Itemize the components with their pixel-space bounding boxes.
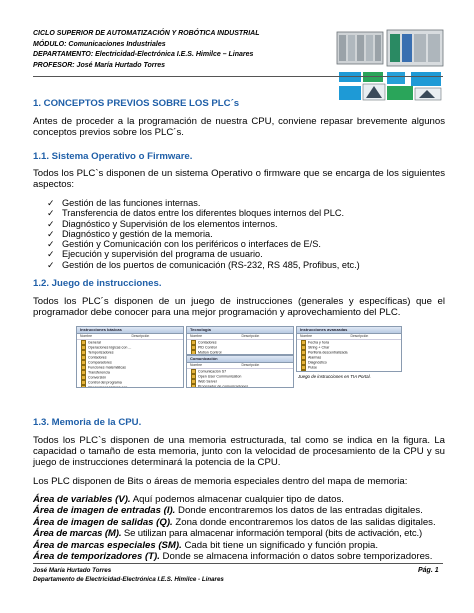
figure-caption: Juego de instrucciones en TIA Portal.: [298, 374, 371, 379]
memory-area-item: Área de marcas especiales (SM). Cada bit tiene un significado y función propia.: [33, 539, 379, 551]
panel-title[interactable]: Instrucciones avanzadas: [297, 327, 401, 334]
checkmark-icon: ✓: [47, 198, 55, 208]
firmware-aspects-list: [47, 198, 360, 270]
memory-areas-list: [33, 494, 447, 562]
panel-columns: Nombre Descripción: [77, 334, 183, 340]
list-item: ✓ Diagnóstico y gestión de la memoria.: [47, 228, 213, 239]
tree-item[interactable]: Diagnóstico: [297, 360, 401, 365]
tree-item[interactable]: Procesador de comunicaciones: [187, 384, 293, 388]
list-item: ✓ Diagnóstico y Supervisión de los elementos internos.: [47, 218, 278, 229]
tree-item[interactable]: Alarmas: [297, 355, 401, 360]
tree-item[interactable]: String + Char: [297, 345, 401, 350]
panel-advanced-instructions: [296, 326, 402, 372]
header-divider: [33, 76, 443, 77]
folder-icon: [81, 385, 86, 388]
header-teacher: PROFESOR: José María Hurtado Torres: [33, 61, 165, 69]
memory-areas-intro: Los PLC disponen de Bits o áreas de memoria especiales dentro del mapa de memoria:: [33, 476, 408, 487]
tree-item[interactable]: PID Control: [187, 345, 293, 350]
panel-communication: [186, 355, 294, 388]
panel-title[interactable]: Comunicación: [187, 356, 293, 363]
tree-item[interactable]: Temporizadores: [77, 350, 183, 355]
tree-item[interactable]: Operaciones lógicas con ...: [77, 345, 183, 350]
panel-columns: Nombre Descripción: [187, 363, 293, 369]
checkmark-icon: ✓: [47, 218, 55, 229]
plc-hardware-image: [335, 26, 445, 116]
section-intro-paragraph: Antes de proceder a la programación de nuestra CPU, conviene repasar brevemente algunos conceptos previos sobre los PLC´s.: [33, 116, 445, 139]
checkmark-icon: ✓: [47, 249, 55, 260]
firmware-intro-paragraph: Todos los PLC`s disponen de un sistema Operativo o firmware que se encarga de los siguientes aspectos:: [33, 168, 445, 191]
header-module: MÓDULO: Comunicaciones Industriales: [33, 40, 166, 48]
folder-icon: [191, 384, 196, 388]
document-header: [33, 29, 333, 71]
tree-item[interactable]: Motion Control: [187, 350, 293, 355]
section-title-firmware: 1.1. Sistema Operativo o Firmware.: [33, 151, 193, 162]
tia-portal-instructions-figure: [76, 326, 438, 386]
list-item: ✓ Gestión de las funciones internas.: [47, 198, 201, 208]
tree-item[interactable]: Transferencia: [77, 370, 183, 375]
list-item: ✓ Gestión y Comunicación con los periféricos o interfaces de E/S.: [47, 239, 321, 250]
tree-item[interactable]: Web Server: [187, 379, 293, 384]
tree-item[interactable]: Contadores: [77, 355, 183, 360]
checkmark-icon: ✓: [47, 228, 55, 239]
list-item: ✓ Transferencia de datos entre los diferentes bloques internos del PLC.: [47, 208, 345, 219]
panel-title[interactable]: Tecnología: [187, 327, 293, 334]
tree-item[interactable]: Pulse: [297, 365, 401, 370]
footer-author: José María Hurtado Torres: [33, 567, 112, 574]
panel-title[interactable]: Instrucciones básicas: [77, 327, 183, 334]
panel-columns: Nombre Descripción: [297, 334, 401, 340]
header-cycle: CICLO SUPERIOR DE AUTOMATIZACIÓN Y ROBÓTICA INDUSTRIAL: [33, 30, 260, 37]
tree-item[interactable]: Operaciones lógicas con ...: [77, 385, 183, 388]
folder-icon: [301, 370, 306, 372]
footer-divider: [33, 563, 443, 564]
memory-area-item: Área de imagen de entradas (I). Donde encontraremos los datos de las entradas digitales.: [33, 505, 423, 517]
checkmark-icon: ✓: [47, 208, 55, 219]
header-department: DEPARTAMENTO: Electricidad-Electrónica I.E.S. Himilce – Linares: [33, 51, 254, 58]
tree-item[interactable]: Comparadores: [77, 360, 183, 365]
tree-item[interactable]: Fecha y hora: [297, 340, 401, 345]
tree-item[interactable]: Periferia descentralizada: [297, 350, 401, 355]
section-title-instructions: 1.2. Juego de instrucciones.: [33, 278, 162, 289]
tree-item[interactable]: Open User Communication: [187, 374, 293, 379]
tree-item[interactable]: Funciones matemáticas: [77, 365, 183, 370]
panel-technology: [186, 326, 294, 355]
footer-department: Departamento de Electricidad-Electrónica I.E.S. Himilce - Linares: [33, 576, 224, 583]
memory-area-item: Área de imagen de salidas (Q). Zona donde encontraremos los datos de las salidas digitales.: [33, 516, 436, 528]
tree-item[interactable]: Contadores: [187, 340, 293, 345]
page-number: Pág. 1: [418, 567, 439, 574]
memory-area-item: Área de variables (V). Aquí podemos almacenar cualquier tipo de datos.: [33, 494, 344, 505]
memory-area-item: Área de temporizadores (T). Donde se almacena información o datos sobre temporizadores.: [33, 551, 433, 563]
list-item: ✓ Gestión de los puertos de comunicación (RS-232, RS 485, Profibus, etc.): [47, 259, 360, 270]
memory-paragraph: Todos los PLC`s disponen de una memoria estructurada, tal como se indica en la figura. La capacidad o tamaño de esta memoria, junto con la velocidad de procesamiento de la CPU y su juego de instrucciones determinará la potencia de la CPU.: [33, 435, 445, 469]
tree-item[interactable]: Control del programa: [77, 380, 183, 385]
instructions-intro-paragraph: Todos los PLC´s disponen de un juego de instrucciones (generales y específicas) que el programador debe conocer para una mejor programación y aprovechamiento del PLC.: [33, 296, 445, 319]
tree-item[interactable]: Conversión: [77, 375, 183, 380]
tree-item[interactable]: General: [77, 340, 183, 345]
panel-basic-instructions: [76, 326, 184, 388]
panel-columns: Nombre Descripción: [187, 334, 293, 340]
section-title-cpu-memory: 1.3. Memoria de la CPU.: [33, 417, 142, 428]
tree-item[interactable]: Comunicación S7: [187, 369, 293, 374]
memory-area-item: Área de marcas (M). Se utilizan para almacenar información temporal (bits de activación, etc.): [33, 528, 423, 540]
checkmark-icon: ✓: [47, 259, 55, 270]
section-title-concepts: 1. CONCEPTOS PREVIOS SOBRE LOS PLC´s: [33, 98, 240, 109]
tree-item[interactable]: [297, 370, 401, 372]
list-item: ✓ Ejecución y supervisión del programa de usuario.: [47, 249, 263, 260]
checkmark-icon: ✓: [47, 239, 55, 250]
